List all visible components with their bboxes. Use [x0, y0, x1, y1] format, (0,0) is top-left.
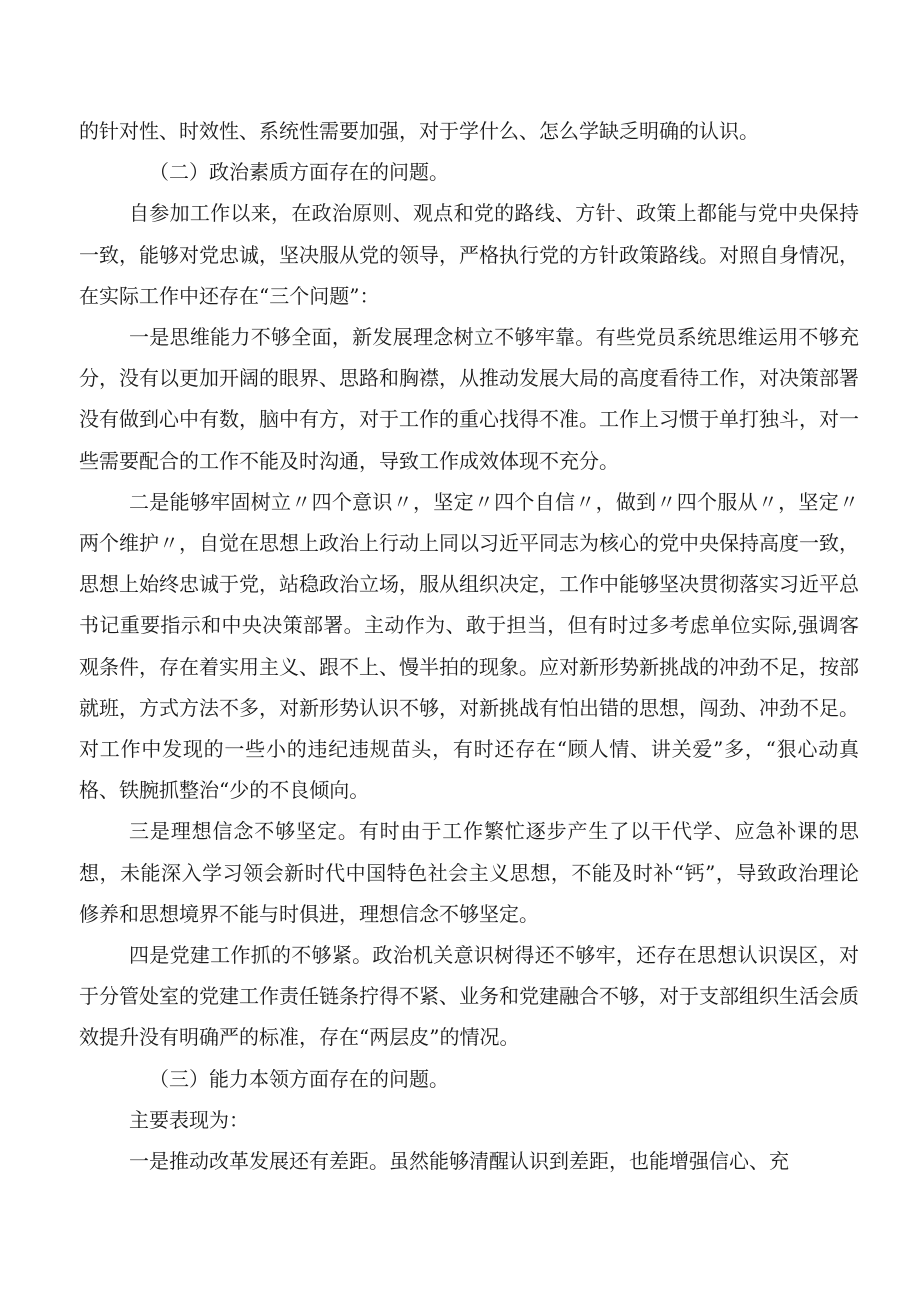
- paragraph-point-three: 三是理想信念不够坚定。有时由于工作繁忙逐步产生了以干代学、应急补课的思想，未能深入学习领会新时代中国特色社会主义思想，不能及时补“钙”，导致政治理论修养和思想境界不能与时俱进，理想信念不够坚定。: [79, 819, 859, 926]
- section-heading-ability: （三）能力本领方面存在的问题。: [149, 1066, 449, 1091]
- paragraph-point-four: 四是党建工作抓的不够紧。政治机关意识树得还不够牢，还存在思想认识误区，对于分管处室的党建工作责任链条拧得不紧、业务和党建融合不够，对于支部组织生活会质效提升没有明确严的标准，存在“两层皮”的情况。: [79, 943, 859, 1050]
- paragraph-intro: 自参加工作以来，在政治原则、观点和党的路线、方针、政策上都能与党中央保持一致，能够对党忠诚，坚决服从党的领导，严格执行党的方针政策路线。对照自身情况，在实际工作中还存在“三个问题”：: [79, 201, 859, 308]
- paragraph-point-two: 二是能够牢固树立〃四个意识〃，坚定〃四个自信〃，做到〃四个服从〃，坚定〃两个维护〃，自觉在思想上政治上行动上同以习近平同志为核心的党中央保持高度一致，思想上始终忠诚于党，站稳政治立场，服从组织决定，工作中能够坚决贯彻落实习近平总书记重要指示和中央决策部署。主动作为、敢于担当，但有时过多考虑单位实际,强调客观条件，存在着实用主义、跟不上、慢半拍的现象。应对新形势新挑战的冲劲不足，按部就班，方式方法不多，对新形势认识不够，对新挑战有怕出错的思想，闯劲、冲劲不足。对工作中发现的一些小的违纪违规苗头，有时还存在“顾人情、讲关爱”多，“狠心动真格、铁腕抓整治“少的不良倾向。: [79, 489, 859, 803]
- section-heading-political-quality: （二）政治素质方面存在的问题。: [149, 160, 449, 185]
- paragraph-reform-gap: 一是推动改革发展还有差距。虽然能够清醒认识到差距，也能增强信心、充: [129, 1149, 789, 1174]
- paragraph-point-one: 一是思维能力不够全面，新发展理念树立不够牢靠。有些党员系统思维运用不够充分，没有以更加开阔的眼界、思路和胸襟，从推动发展大局的高度看待工作，对决策部署没有做到心中有数，脑中有方，对于工作的重心找得不准。工作上习惯于单打独斗，对一些需要配合的工作不能及时沟通，导致工作成效体现不充分。: [79, 325, 859, 473]
- paragraph-continuation: 的针对性、时效性、系统性需要加强，对于学什么、怎么学缺乏明确的认识。: [79, 119, 759, 143]
- document-body: [79, 111, 859, 1182]
- paragraph-main-performance: 主要表现为：: [129, 1107, 249, 1132]
